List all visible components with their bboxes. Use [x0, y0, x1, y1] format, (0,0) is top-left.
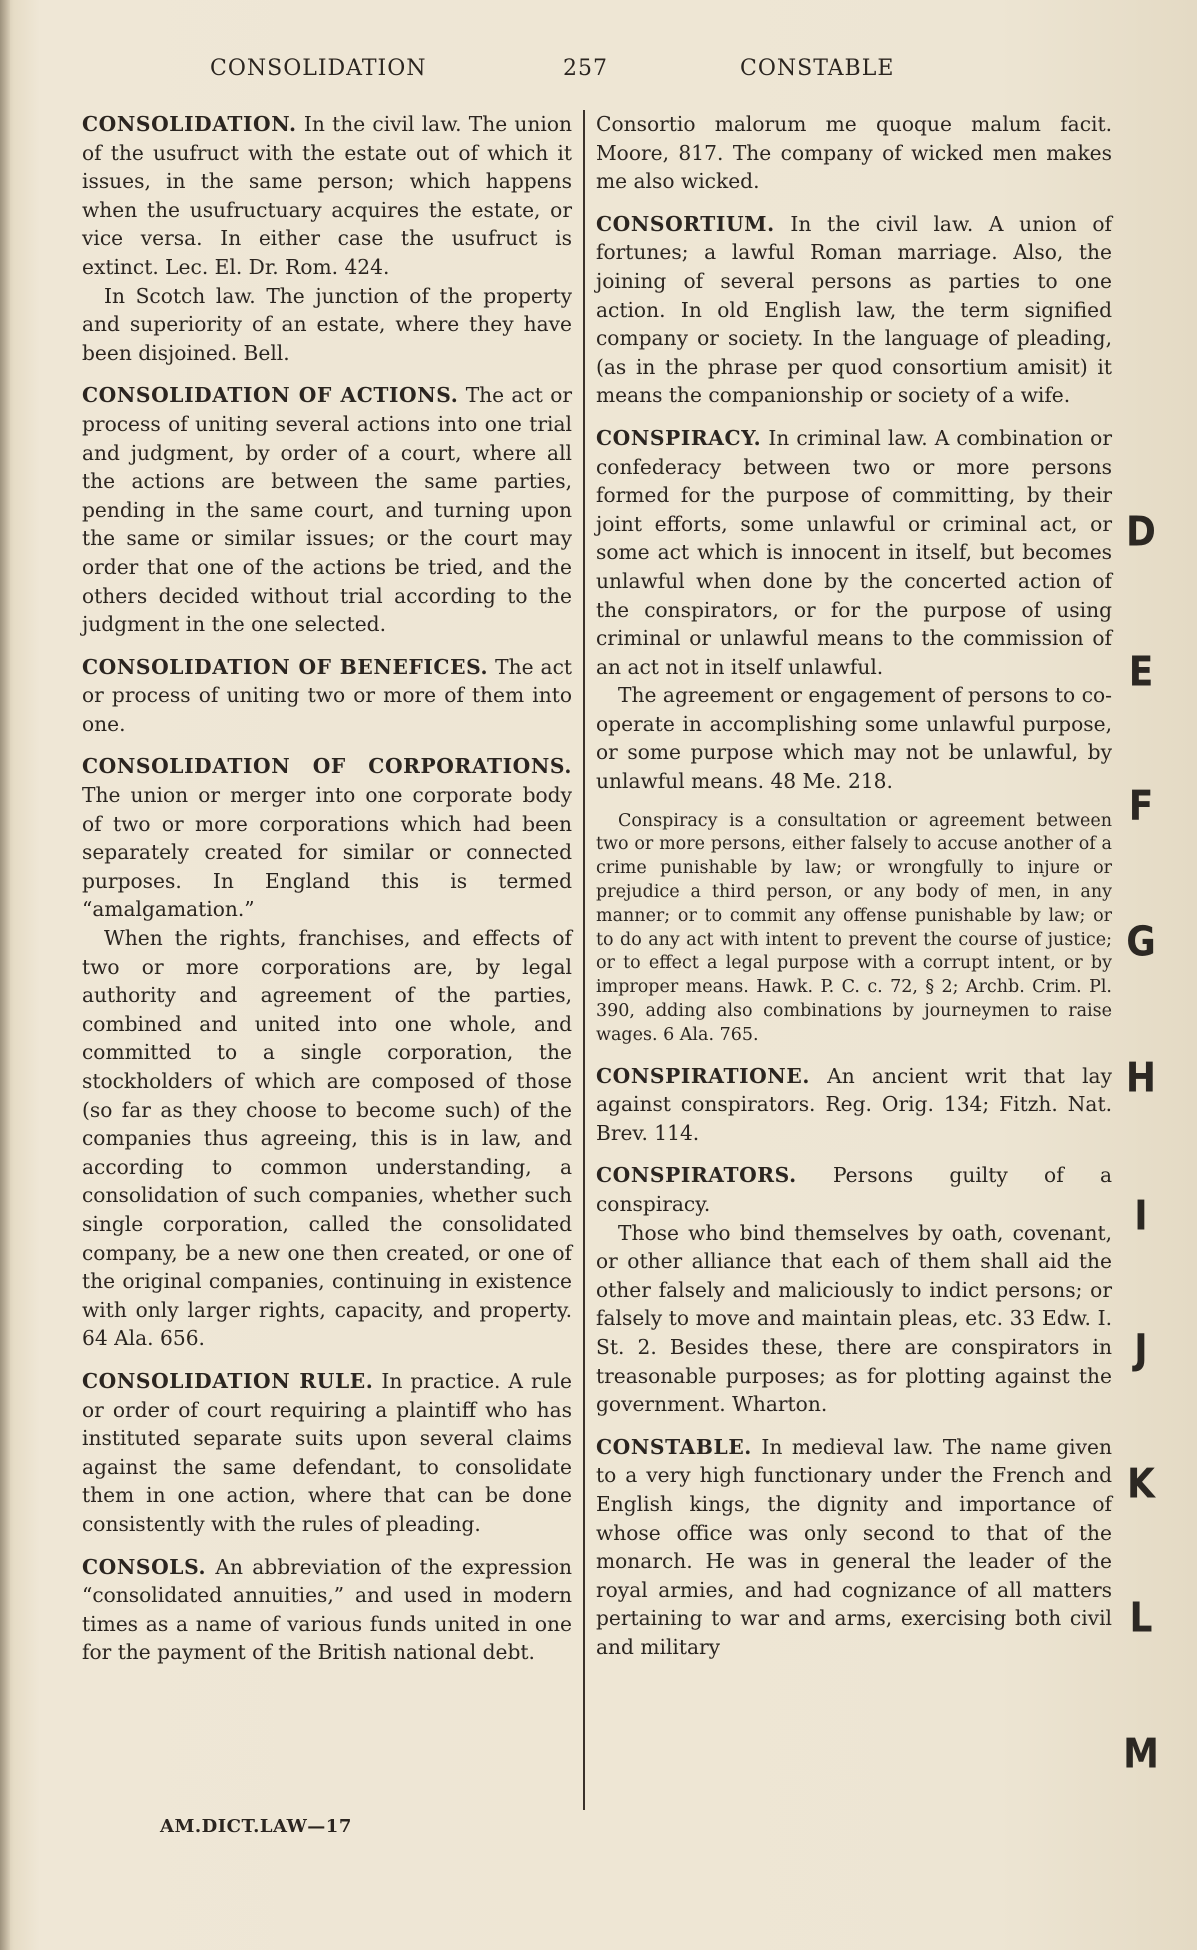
headword: CONSOLIDATION OF BENEFICES.	[82, 654, 489, 679]
entry-paragraph: In Scotch law. The junction of the property and superiority of an estate, where they have been disjoined. Bell.	[82, 283, 572, 365]
entry-paragraph: The agreement or engagement of persons to co-operate in accomplishing some unlawful purpose, or some purpose which may not be unlawful, by unlawful means. 48 Me. 218.	[596, 683, 1112, 794]
column-divider	[583, 110, 585, 1810]
headword: CONSPIRACY.	[596, 425, 762, 450]
entry	[82, 381, 572, 638]
entry-note: Conspiracy is a consultation or agreement between two or more persons, either falsely to accuse another of a crime punishable by law; or wrongfully to injure or prejudice a third person, or any body of men, in any manner; or to commit any offense punishable by law; or to do any act with intent to prevent the course of justice; or to effect a legal purpose with a corrupt intent, or by improper means. Hawk. P. C. c. 72, § 2; Archb. Crim. Pl. 390, adding also combinations by journeymen to raise wages. 6 Ala. 765.	[596, 810, 1112, 1045]
entry	[82, 110, 572, 367]
headword: CONSOLS.	[82, 1554, 207, 1579]
thumb-index-letter: I	[1134, 1192, 1148, 1241]
thumb-index-letter: D	[1126, 508, 1156, 557]
signature-mark: AM.DICT.LAW—17	[160, 1816, 352, 1837]
book-spine-shadow	[0, 0, 10, 1950]
headword: CONSORTIUM.	[596, 211, 775, 236]
thumb-index-letter: F	[1128, 782, 1154, 831]
headword: CONSOLIDATION OF ACTIONS.	[82, 383, 459, 408]
running-header	[0, 56, 1197, 86]
entry-paragraph: CONSOLIDATION RULE. In practice. A rule or order of court requiring a plaintiff who has instituted separate suits upon several claims against the same defendant, to consolidate them in one action, where that can be done consistently with the rules of pleading.	[82, 1368, 572, 1536]
entry-paragraph: CONSOLIDATION. In the civil law. The union of the usufruct with the estate out of which it issues, in the same person; which happens when the usufructuary acquires the estate, or vice versa. In either case the usufruct is extinct. Lec. El. Dr. Rom. 424.	[82, 112, 572, 279]
headword: CONSTABLE.	[596, 1434, 752, 1459]
headword: CONSOLIDATION OF CORPORATIONS.	[82, 754, 572, 779]
thumb-index-letter: E	[1128, 648, 1154, 697]
entry-paragraph: Those who bind themselves by oath, covenant, or other alliance that each of them shall aid the other falsely and maliciously to indict persons; or falsely to move and maintain pleas, etc. 33 Edw. I. St. 2. Besides these, there are conspirators in treasonable purposes; as for plotting against the government. Wharton.	[596, 1220, 1112, 1417]
headword: CONSPIRATIONE.	[596, 1063, 810, 1088]
thumb-index-letter: J	[1134, 1326, 1148, 1375]
entry-paragraph: CONSORTIUM. In the civil law. A union of fortunes; a lawful Roman marriage. Also, the joining of several persons as parties to one action. In old English law, the term signified company or society. In the language of pleading, (as in the phrase per quod consortium amisit) it means the companionship or society of a wife.	[596, 211, 1113, 408]
entry-paragraph: When the rights, franchises, and effects of two or more corporations are, by legal authority and agreement of the parties, combined and united into one whole, and committed to a single corporation, the stockholders of which are composed of those (so far as they choose to become such) of the companies thus agreeing, this is in law, and according to common understanding, a consolidation of such companies, whether such single corporation, called the consolidated company, be a new one then created, or one of the original companies, continuing in existence with only larger rights, capacity, and property. 64 Ala. 656.	[82, 926, 572, 1351]
entry-paragraph: CONSOLS. An abbreviation of the expression “consolidated annuities,” and used in modern times as a name of various funds united in one for the payment of the British national debt.	[82, 1554, 573, 1665]
entry-paragraph: CONSPIRATORS. Persons guilty of a conspiracy.	[596, 1163, 1112, 1216]
entry	[82, 752, 572, 1352]
entry-paragraph: CONSOLIDATION OF ACTIONS. The act or process of uniting several actions into one trial and judgment, by order of a court, where all the actions are between the same parties, pending in the same court, and turning upon the same or similar issues; or the court may order that one of the actions be tried, and the others decided without trial according to the judgment in the one selected.	[82, 383, 573, 637]
headword: CONSOLIDATION.	[82, 112, 297, 136]
entry-paragraph: CONSPIRATIONE. An ancient writ that lay against conspirators. Reg. Orig. 134; Fitzh. Nat. Brev. 114.	[596, 1063, 1112, 1145]
thumb-index-letter: M	[1123, 1730, 1159, 1779]
thumb-index-letter: G	[1126, 918, 1156, 967]
headword: CONSPIRATORS.	[596, 1163, 797, 1188]
entry-paragraph: CONSTABLE. In medieval law. The name given to a very high functionary under the French and English kings, the dignity and importance of whose office was only second to that of the monarch. He was in general the leader of the royal armies, and had cognizance of all matters pertaining to war and arms, exercising both civil and military	[596, 1434, 1112, 1659]
entry	[82, 653, 572, 739]
entry	[82, 1553, 572, 1667]
entry	[82, 1367, 572, 1539]
entry	[596, 1161, 1112, 1418]
thumb-index-letter: H	[1125, 1054, 1157, 1103]
thumb-index-letter: L	[1129, 1594, 1153, 1643]
entry-paragraph: CONSPIRACY. In criminal law. A combination or confederacy between two or more persons formed for the purpose of committing, by their joint efforts, some unlawful or criminal act, or some act which is innocent in itself, but becomes unlawful when done by the concerted action of the conspirators, or for the purpose of using criminal or unlawful means to the commission of an act not in itself unlawful.	[596, 425, 1112, 679]
left-column	[82, 110, 572, 1681]
entry-paragraph: CONSOLIDATION OF BENEFICES. The act or process of uniting two or more of them into one.	[82, 654, 572, 736]
header-right-guide-word: CONSTABLE	[740, 56, 895, 81]
page-number: 257	[563, 56, 608, 81]
entry	[596, 1433, 1112, 1662]
entry	[596, 1062, 1112, 1148]
entry	[596, 110, 1112, 196]
entry-paragraph: Consortio malorum me quoque malum facit. Moore, 817. The company of wicked men makes me also wicked.	[596, 112, 1112, 194]
header-left-guide-word: CONSOLIDATION	[210, 56, 427, 81]
headword: CONSOLIDATION RULE.	[82, 1368, 374, 1393]
entry	[596, 424, 1112, 796]
right-column	[596, 110, 1112, 1676]
thumb-index-letter: K	[1127, 1460, 1155, 1509]
entry-paragraph: CONSOLIDATION OF CORPORATIONS. The union or merger into one corporate body of two or more corporations which had been separately created for similar or connected purposes. In England this is termed “amalgamation.”	[82, 754, 572, 922]
entry	[596, 210, 1112, 410]
